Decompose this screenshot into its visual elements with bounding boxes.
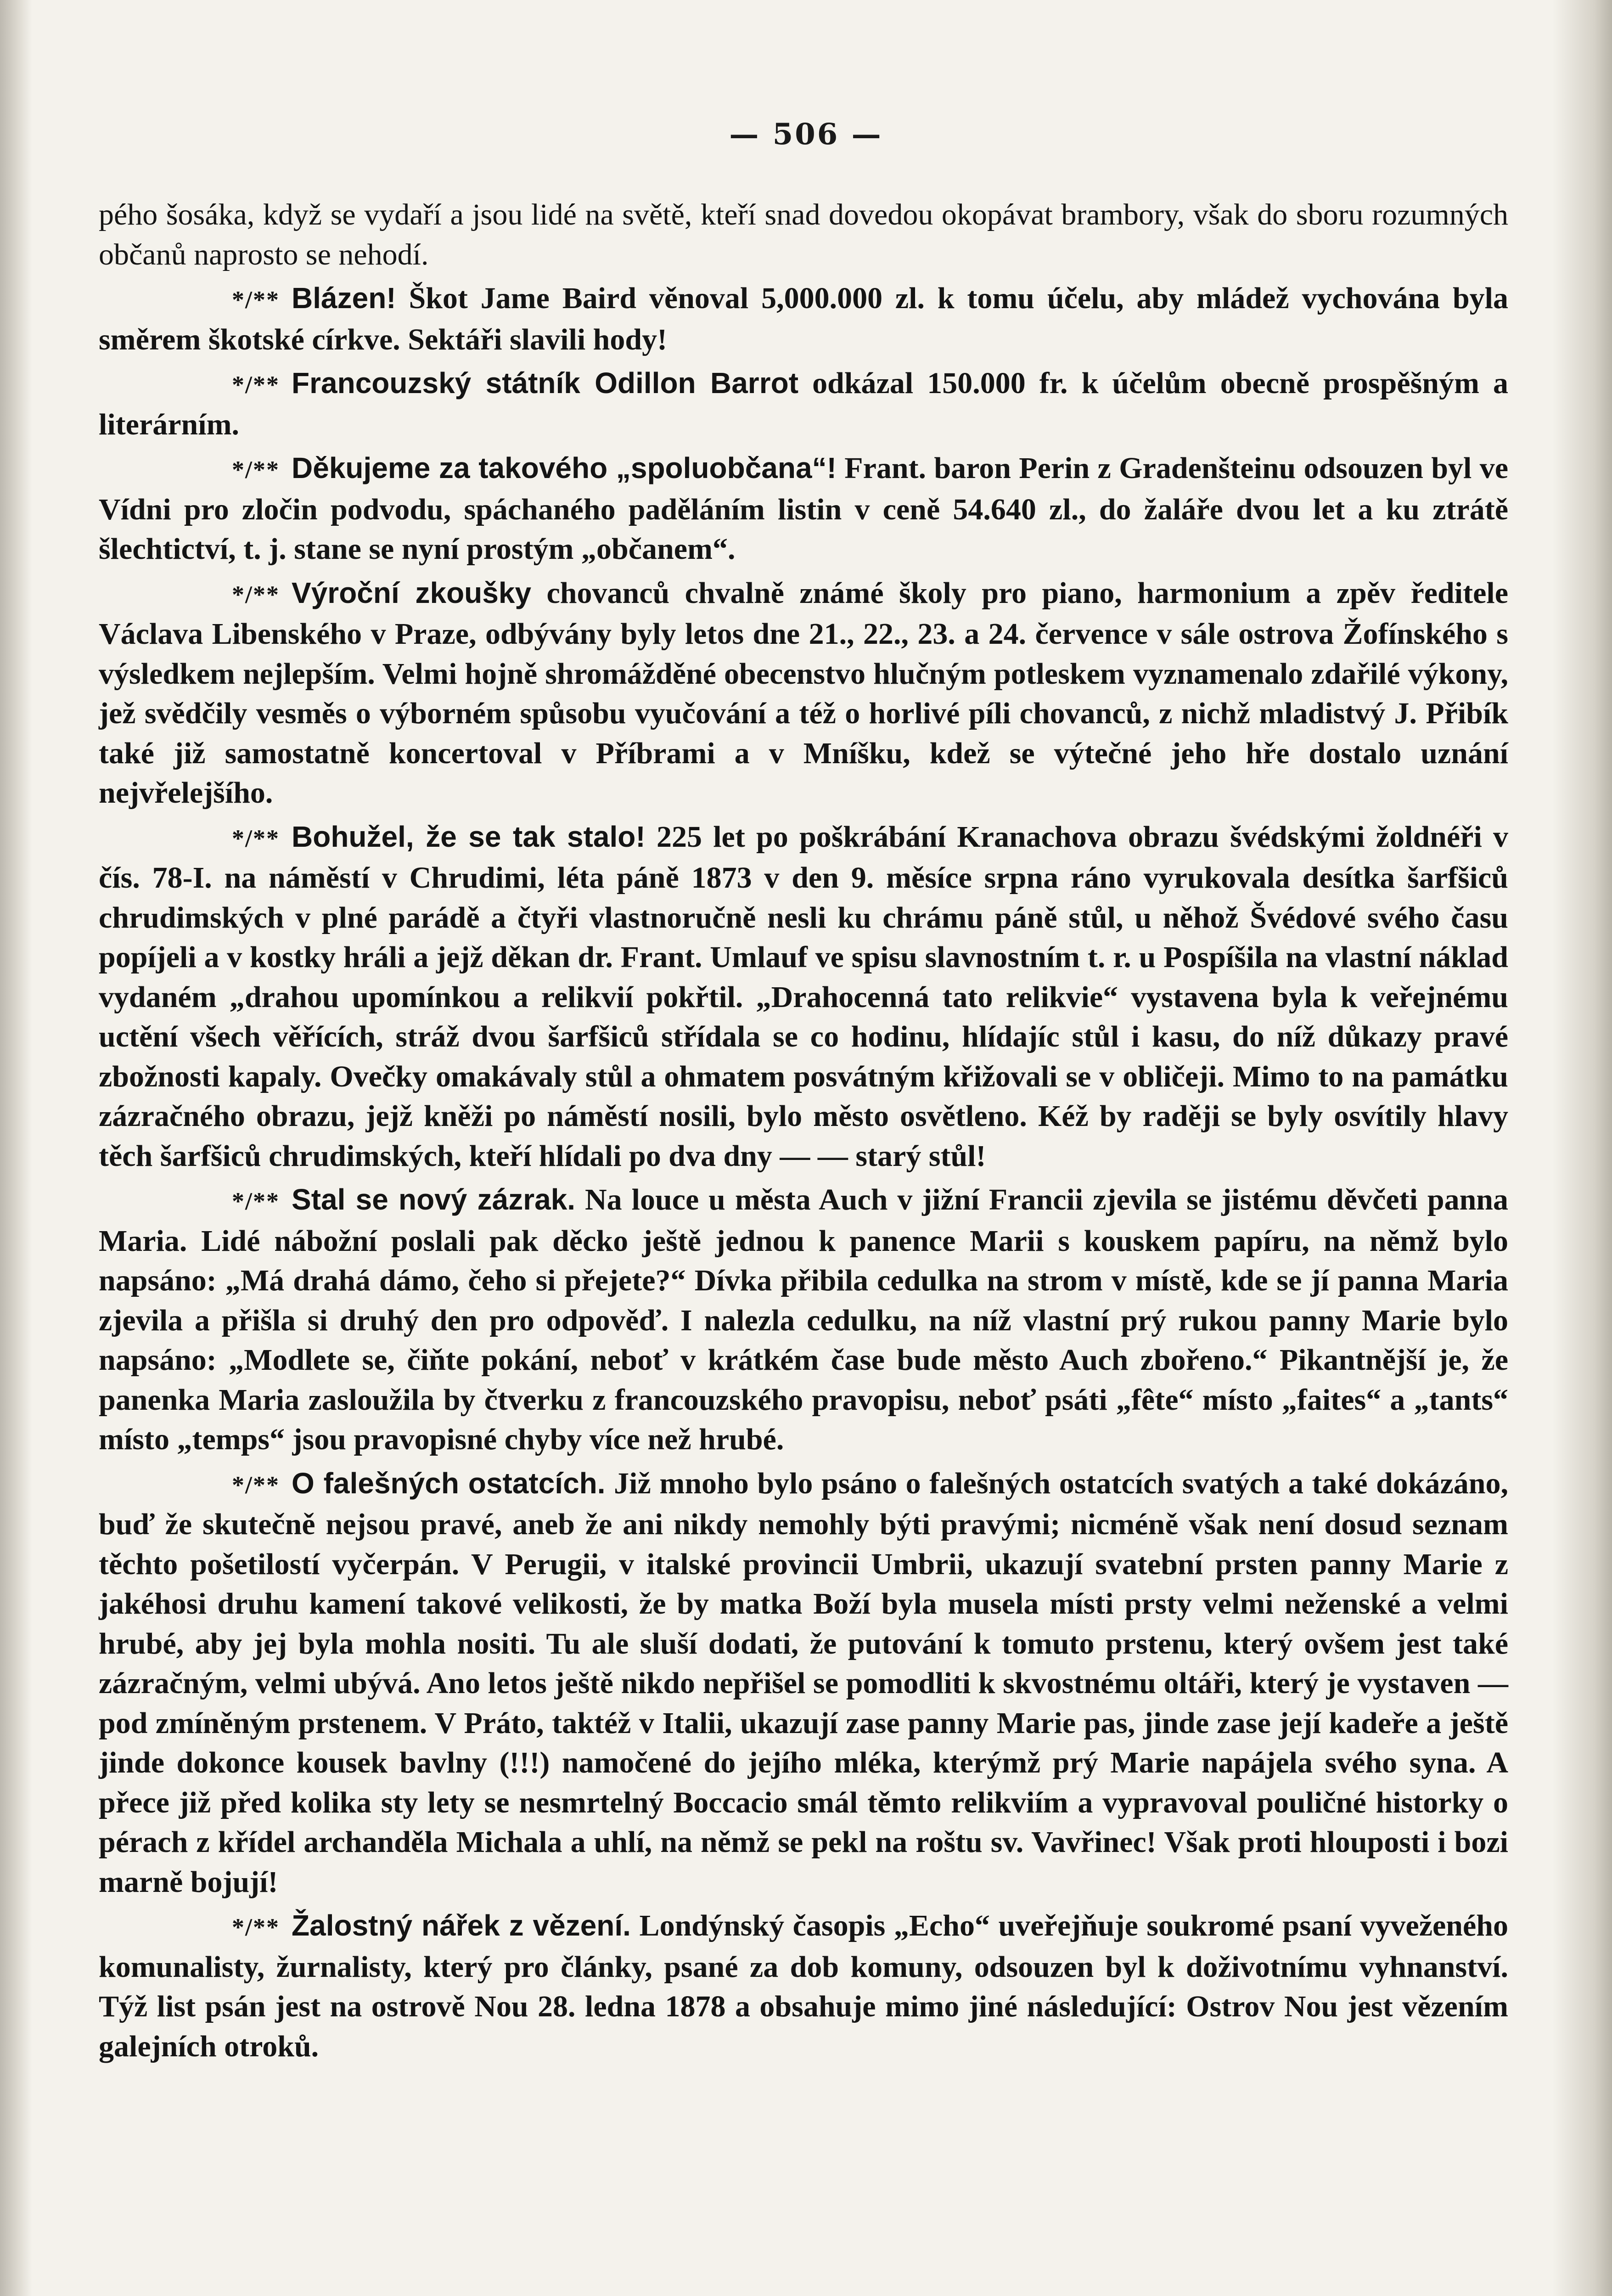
news-item <box>99 1463 1508 1902</box>
page-number: — 506 — <box>729 117 883 152</box>
item-text: chovanců chvalně známé školy pro piano, harmonium a zpěv ředitele Václava Libenského v Praze, odbývány byly letos dne 21., 22., 23. a 24. července v sále ostrova Žofínského s výsledkem nejlepším. Velmi hojně shromážděné obecenstvo hlučným potleskem vyznamenalo zdařilé výkony, jež svědčily vesměs o výborném spůsobu vyučování a též o horlivé píli chovanců, z nichž mladistvý J. Přibík také již samostatně koncertoval v Příbrami a v Mníšku, kdež se výtečné jeho hře dostalo uznání nejvřelejšího. <box>99 576 1509 810</box>
news-item <box>99 363 1508 445</box>
asterism-icon: */** <box>232 1913 280 1941</box>
item-heading: Bohužel, že se tak stalo! <box>292 820 646 853</box>
asterism-icon: */** <box>232 456 280 484</box>
page-shadow-left <box>0 0 32 2296</box>
page-shadow-right <box>1552 0 1612 2296</box>
asterism-icon: */** <box>232 286 280 314</box>
news-item <box>99 278 1508 360</box>
article-column <box>99 195 1508 2070</box>
asterism-icon: */** <box>232 371 280 399</box>
item-text: Již mnoho bylo psáno o falešných ostatcích svatých a také dokázáno, buď že skutečně nejsou pravé, aneb že ani nikdy nemohly býti pravými; nicméně však není dosud seznam těchto pošetilostí vyčerpán. V Perugii, v italské provincii Umbrii, ukazují svatební prsten panny Marie z jakéhosi druhu kamení takové velikosti, že by matka Boží byla musela místi prsty velmi neženské a velmi hrubé, aby jej byla mohla nositi. Tu ale sluší dodati, že putování k tomuto prstenu, který ovšem jest také zázračným, velmi ubývá. Ano letos ještě nikdo nepřišel se pomodliti k skvostnému oltáři, který je vystaven — pod zmíněným prstenem. V Práto, taktéž v Italii, ukazují zase panny Marie pas, jinde zase její kadeře a ještě jinde dokonce kousek bavlny (!!!) namočené do jejího mléka, kterýmž prý Marie napájela svého syna. A přece již před kolika sty lety se nesmrtelný Boccacio smál těmto relikviím a vypravoval pouličné historky o pérach z křídel archanděla Michala a uhlí, na němž se pekl na roštu sv. Vavřinec! Však proti hlouposti i bozi marně bojují! <box>99 1466 1509 1899</box>
news-item <box>99 1180 1508 1460</box>
intro-paragraph <box>99 195 1508 275</box>
intro-text: pého šosáka, když se vydaří a jsou lidé na světě, kteří snad dovedou okopávat brambory, však do sboru rozumných občanů naprosto se nehodí. <box>99 198 1508 271</box>
item-heading: Stal se nový zázrak. <box>292 1183 576 1216</box>
item-text: Škot Jame Baird věnoval 5,000.000 zl. k tomu účelu, aby mládež vychována byla směrem škotské církve. Sektáři slavili hody! <box>99 281 1509 356</box>
news-item <box>99 448 1508 569</box>
item-heading: Blázen! <box>292 281 396 315</box>
asterism-icon: */** <box>232 824 280 852</box>
news-item <box>99 1906 1508 2066</box>
asterism-icon: */** <box>232 1471 280 1499</box>
item-text: Frant. baron Perin z Gradenšteinu odsouzen byl ve Vídni pro zločin podvodu, spáchaného paděláním listin v ceně 54.640 zl., do žaláře dvou let a ku ztrátě šlechtictví, t. j. stane se nyní prostým „občanem“. <box>99 451 1509 566</box>
item-heading: Výroční zkoušky <box>292 576 532 609</box>
item-heading: Děkujeme za takového „spoluobčana“! <box>292 451 837 484</box>
item-heading: Žalostný nářek z vězení. <box>292 1909 631 1942</box>
item-text: Na louce u města Auch v jižní Francii zjevila se jistému děvčeti panna Maria. Lidé nábožní poslali pak děcko ještě jednou k panence Marii s kouskem papíru, na němž bylo napsáno: „Má drahá dámo, čeho si přejete?“ Dívka přibila cedulka na strom v místě, kde se jí panna Maria zjevila a přišla si druhý den pro odpověď. I nalezla cedulku, na níž vlastní prý rukou panny Marie bylo napsáno: „Modlete se, čiňte pokání, neboť v krátkém čase bude město Auch zbořeno.“ Pikantnější je, že panenka Maria zasloužila by čtverku z francouzského pravopisu, neboť psáti „fête“ místo „faites“ a „tants“ místo „temps“ jsou pravopisné chyby více než hrubé. <box>99 1183 1509 1456</box>
asterism-icon: */** <box>232 1187 280 1215</box>
news-item <box>99 817 1508 1176</box>
item-text: Londýnský časopis „Echo“ uveřejňuje soukromé psaní vyveženého komunalisty, žurnalisty, který pro články, psané za dob komuny, odsouzen byl k doživotnímu vyhnanství. Týž list psán jest na ostrově Nou 28. ledna 1878 a obsahuje mimo jiné následující: Ostrov Nou jest vězením galejních otroků. <box>99 1909 1508 2063</box>
news-item <box>99 573 1508 813</box>
item-text: 225 let po poškrábání Kranachova obrazu švédskými žoldnéři v čís. 78-I. na náměstí v Chrudimi, léta páně 1873 v den 9. měsíce srpna ráno vyrukovala desítka šarfšiců chrudimských v plné parádě a čtyři vlastnoručně nesli ku chrámu páně stůl, u něhož Švédové svého času popíjeli a v kostky hráli a jejž děkan dr. Frant. Umlauf ve spisu slavnostním t. r. u Pospíšila na vlastní náklad vydaném „drahou upomínkou a relikvií pokřtil. „Drahocenná tato relikvie“ vystavena byla k veřejnému uctění všech věřících, stráž dvou šarfšiců střídala se co hodinu, hlídajíc stůl i kasu, do níž důkazy pravé zbožnosti kapaly. Ovečky omakávaly stůl a ohmatem posvátným křižovali se v obličeji. Mimo to na památku zázračného obrazu, jejž kněži po náměstí nosili, bylo město osvětleno. Kéž by raději se byly osvítily hlavy těch šarfšiců chrudimských, kteří hlídali po dva dny — — starý stůl! <box>99 820 1509 1173</box>
item-heading: Francouzský státník Odillon Barrot <box>292 366 799 400</box>
item-heading: O falešných ostatcích. <box>292 1466 606 1500</box>
asterism-icon: */** <box>232 580 280 608</box>
item-text: odkázal 150.000 fr. k účelům obecně prospěšným a literárním. <box>99 366 1509 441</box>
